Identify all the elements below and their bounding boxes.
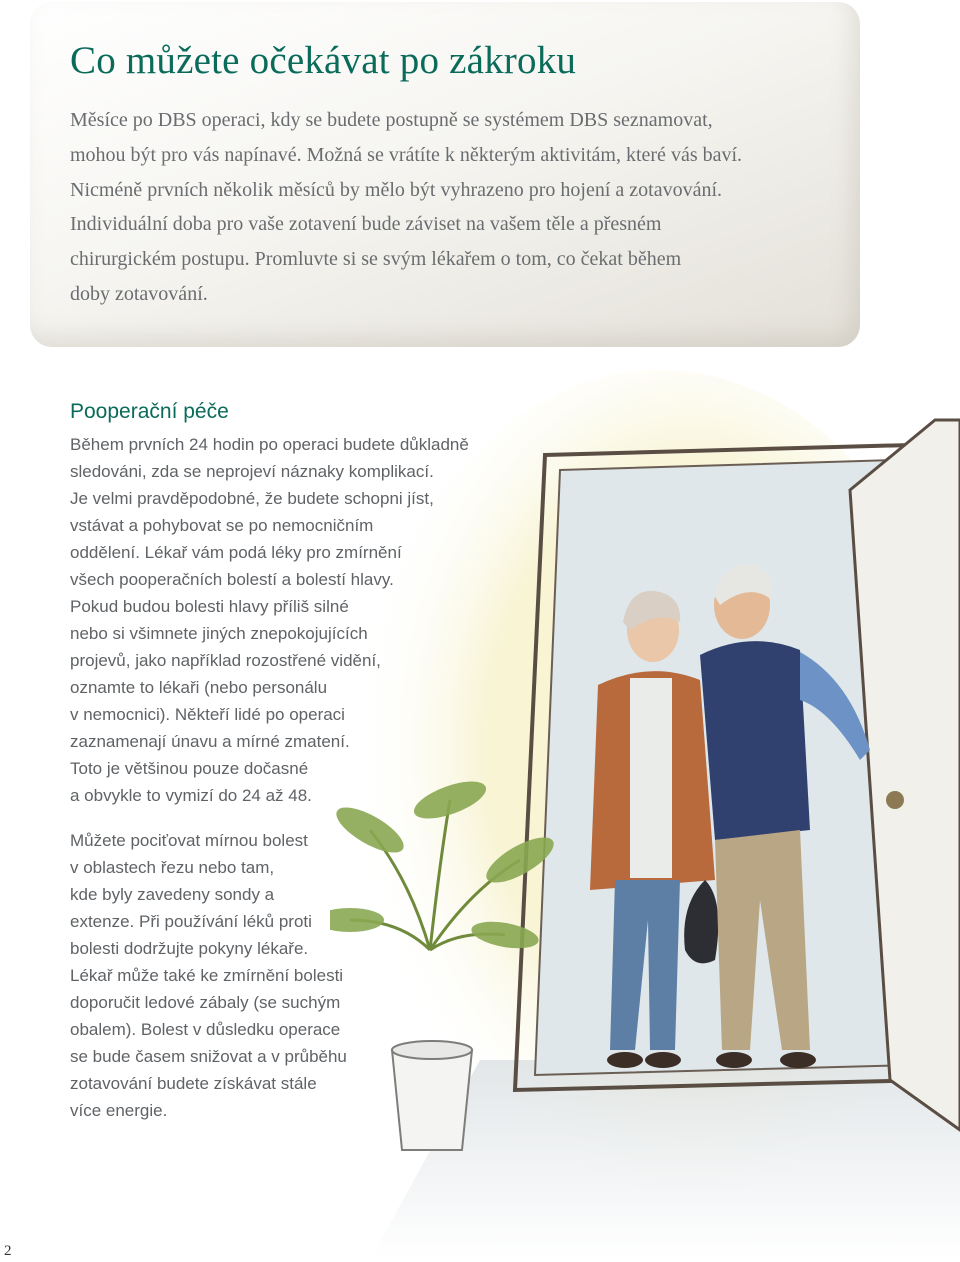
- text-line: extenze. Při používání léků proti: [70, 912, 312, 931]
- page-number: 2: [4, 1243, 12, 1259]
- text-line: obalem). Bolest v důsledku operace: [70, 1020, 341, 1039]
- intro-line: mohou být pro vás napínavé. Možná se vrátíte k některým aktivitám, které vás baví.: [70, 143, 743, 166]
- text-line: doporučit ledové zábaly (se suchým: [70, 993, 341, 1012]
- section-heading: Pooperační péče: [70, 400, 229, 423]
- text-line: Během prvních 24 hodin po operaci budete důkladně: [70, 435, 469, 454]
- text-line: nebo si všimnete jiných znepokojujících: [70, 624, 368, 643]
- text-line: zotavování budete získávat stále: [70, 1074, 317, 1093]
- text-line: sledováni, zda se neprojeví náznaky komplikací.: [70, 462, 434, 481]
- text-line: zaznamenají únavu a mírné zmatení.: [70, 732, 350, 751]
- text-line: Je velmi pravděpodobné, že budete schopni jíst,: [70, 489, 434, 508]
- text-line: v nemocnici). Někteří lidé po operaci: [70, 705, 345, 724]
- text-line: oddělení. Lékař vám podá léky pro zmírnění: [70, 543, 402, 562]
- intro-line: doby zotavování.: [70, 282, 208, 305]
- intro-line: Individuální doba pro vaše zotavení bude záviset na vašem těle a přesném: [70, 213, 662, 236]
- text-line: všech pooperačních bolestí a bolestí hlavy.: [70, 570, 394, 589]
- intro-line: Nicméně prvních několik měsíců by mělo být vyhrazeno pro hojení a zotavování.: [70, 178, 723, 201]
- text-line: vstávat a pohybovat se po nemocničním: [70, 516, 374, 535]
- intro-line: Měsíce po DBS operaci, kdy se budete postupně se systémem DBS seznamovat,: [70, 109, 713, 131]
- intro-paragraph: [70, 103, 742, 312]
- text-line: kde byly zavedeny sondy a: [70, 885, 275, 904]
- text-line: Toto je většinou pouze dočasné: [70, 759, 309, 778]
- text-line: více energie.: [70, 1101, 168, 1120]
- postop-care-paragraph: [70, 431, 469, 809]
- text-line: bolesti dodržujte pokyny lékaře.: [70, 939, 309, 958]
- text-line: projevů, jako například rozostřené vidění,: [70, 651, 381, 670]
- text-line: v oblastech řezu nebo tam,: [70, 858, 275, 877]
- text-line: oznamte to lékaři (nebo personálu: [70, 678, 328, 697]
- page-title: Co můžete očekávat po zákroku: [70, 39, 577, 82]
- text-line: se bude časem snižovat a v průběhu: [70, 1047, 347, 1066]
- intro-line: chirurgickém postupu. Promluvte si se svým lékařem o tom, co čekat během: [70, 248, 682, 271]
- text-line: Lékař může také ke zmírnění bolesti: [70, 966, 344, 985]
- pain-paragraph: [70, 827, 347, 1124]
- text-line: Můžete pociťovat mírnou bolest: [70, 831, 308, 850]
- text-line: Pokud budou bolesti hlavy příliš silné: [70, 597, 349, 616]
- text-line: a obvykle to vymizí do 24 až 48.: [70, 786, 312, 805]
